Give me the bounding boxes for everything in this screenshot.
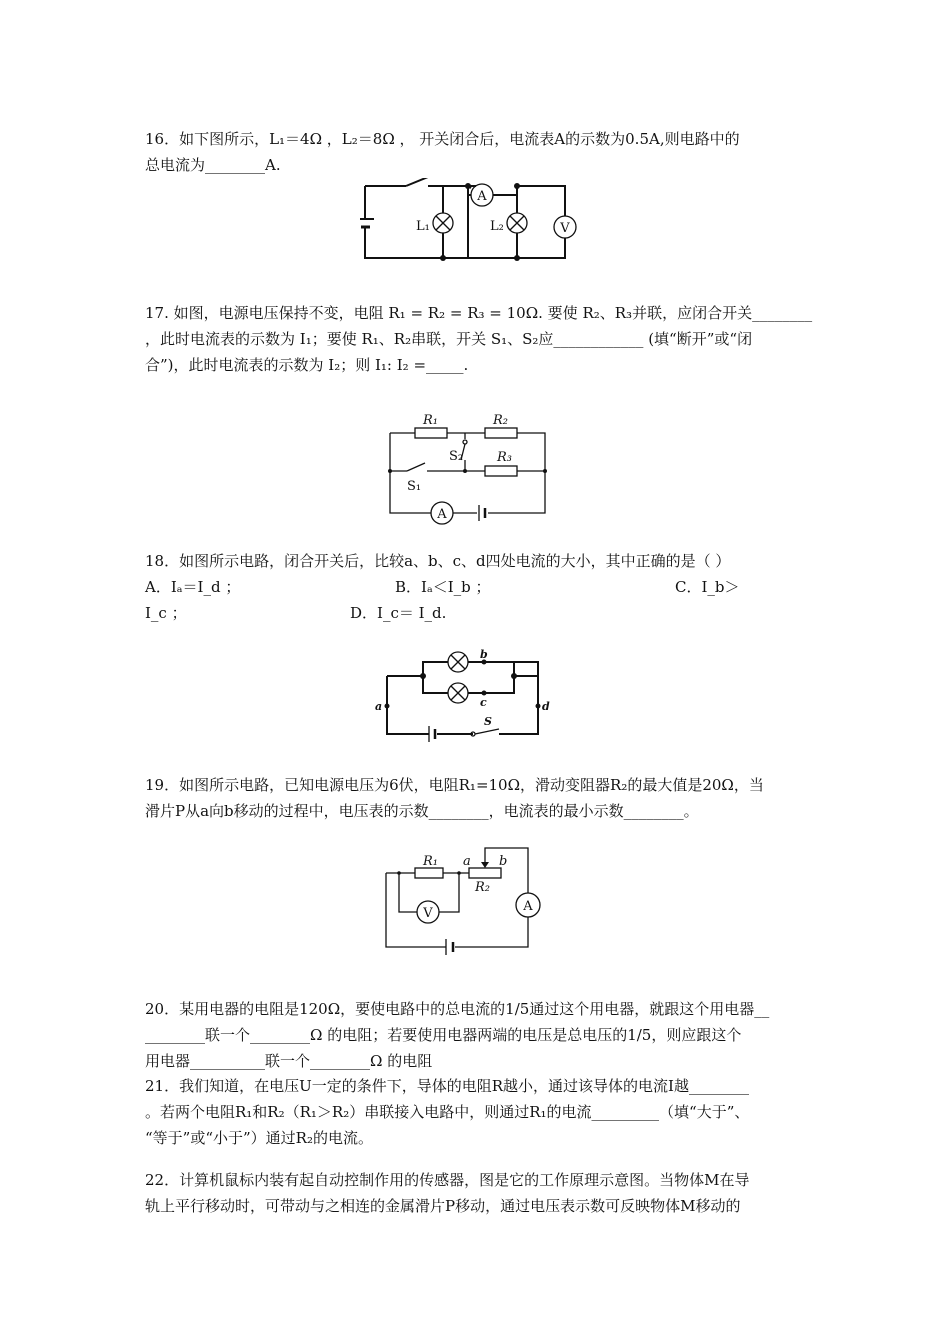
switch-blade-icon [406, 178, 428, 186]
point-d-label: d [542, 700, 550, 713]
question-20 [145, 996, 810, 1074]
question-22 [145, 1167, 810, 1219]
voltmeter-label: V [560, 221, 570, 236]
question-18 [145, 548, 810, 626]
ammeter-label: A [437, 507, 447, 522]
question-19-line-1: 19．如图所示电路，已知电源电压为6伏，电阻R₁=10Ω，滑动变阻器R₂的最大值是20Ω，当 [145, 776, 764, 794]
switch-blade-icon [475, 729, 499, 734]
question-16 [145, 126, 810, 178]
question-17-line-2: ，此时电流表的示数为 I₁；要使 R₁、R₂串联，开关 S₁、S₂应____________ (填“断开”或“闭 [145, 330, 753, 348]
question-17-line-1: 17. 如图，电源电压保持不变，电阻 R₁ = R₂ = R₃ = 10Ω. 要使 R₂、R₃并联，应闭合开关________ [145, 304, 813, 322]
junction-dot [440, 255, 446, 261]
lamp-l1-label: L₁ [416, 219, 430, 234]
switch-label: S [484, 715, 492, 728]
lamp-l2-label: L₂ [490, 219, 504, 234]
question-22-line-1: 22．计算机鼠标内装有起自动控制作用的传感器，图是它的工作原理示意图。当物体M在导 [145, 1171, 750, 1189]
option-a: A．Iₐ＝I_d ； [145, 578, 241, 596]
resistor-r2-label: R₂ [493, 413, 508, 428]
ammeter-label: A [523, 899, 533, 914]
question-21-line-1: 21．我们知道，在电压U一定的条件下，导体的电阻R越小，通过该导体的电流I越________ [145, 1077, 749, 1095]
option-c-continued: I_c ； [145, 604, 187, 622]
figure-16-circuit [360, 178, 590, 268]
rheostat-end-b-label: b [499, 854, 508, 869]
question-20-line-1: 20．某用电器的电阻是120Ω，要使电路中的总电流的1/5通过这个用电器，就跟这个用电器__ [145, 1000, 770, 1018]
wire [514, 662, 538, 676]
question-21-line-3: “等于”或“小于”）通过R₂的电流。 [145, 1129, 373, 1147]
question-16-line-1: 16．如下图所示，L₁＝4Ω ，L₂＝8Ω ， 开关闭合后，电流表A的示数为0.5A,则电路中的 [145, 130, 740, 148]
question-19 [145, 772, 810, 824]
resistor-r3-label: R₃ [497, 450, 512, 465]
junction-dot [420, 673, 426, 679]
rheostat-r2-icon [469, 868, 501, 878]
point-d-dot [536, 704, 541, 709]
junction-dot [543, 469, 547, 473]
point-c-label: c [480, 696, 487, 709]
resistor-r2-icon [485, 428, 517, 438]
question-20-line-2: ________联一个________Ω 的电阻；若要使用电器两端的电压是总电压的1/5，则应跟这个 [145, 1026, 742, 1044]
option-b: B．Iₐ＜I_b ； [395, 578, 491, 596]
junction-dot [463, 469, 467, 473]
slider-arrow-icon [481, 862, 489, 868]
figure-18-circuit [373, 648, 558, 748]
wire [423, 676, 538, 693]
voltmeter-label: V [423, 906, 433, 921]
rheostat-r2-label: R₂ [475, 880, 490, 895]
point-b-label: b [480, 648, 488, 661]
point-c-dot [482, 691, 487, 696]
option-d: D．I_c＝ I_d. [350, 604, 447, 622]
switch-s1-blade-icon [407, 463, 425, 471]
question-21-line-2: 。若两个电阻R₁和R₂（R₁＞R₂）串联接入电路中，则通过R₁的电流_________（填“大于”、 [145, 1103, 750, 1121]
question-21 [145, 1073, 810, 1151]
junction-dot [511, 673, 517, 679]
switch-s1-label: S₁ [407, 479, 422, 494]
switch-s2-contact [463, 440, 467, 444]
resistor-r1-icon [415, 428, 447, 438]
ammeter-label: A [477, 189, 487, 204]
question-17-line-3: 合”)，此时电流表的示数为 I₂；则 I₁: I₂ =_____. [145, 356, 469, 374]
resistor-r1-label: R₁ [423, 854, 438, 869]
rheostat-end-a-label: a [463, 854, 471, 869]
figure-17-circuit [385, 408, 555, 528]
switch-s2-label: S₂ [449, 449, 464, 464]
resistor-r3-icon [485, 466, 517, 476]
question-20-line-3: 用电器__________联一个________Ω 的电阻 [145, 1052, 433, 1070]
question-22-line-2: 轨上平行移动时，可带动与之相连的金属滑片P移动，通过电压表示数可反映物体M移动的 [145, 1197, 741, 1215]
wire [390, 433, 545, 513]
option-c: C．I_b＞ [675, 578, 740, 596]
resistor-r1-icon [415, 868, 443, 878]
point-a-label: a [375, 700, 383, 713]
question-17 [145, 300, 813, 378]
point-a-dot [385, 704, 390, 709]
resistor-r1-label: R₁ [423, 413, 438, 428]
figure-19-circuit [383, 845, 548, 960]
question-16-line-2: 总电流为________A. [145, 156, 281, 174]
question-19-line-2: 滑片P从a向b移动的过程中，电压表的示数________，电流表的最小示数________。 [145, 802, 699, 820]
question-18-line-1: 18．如图所示电路，闭合开关后，比较a、b、c、d四处电流的大小，其中正确的是（ ） [145, 552, 731, 570]
